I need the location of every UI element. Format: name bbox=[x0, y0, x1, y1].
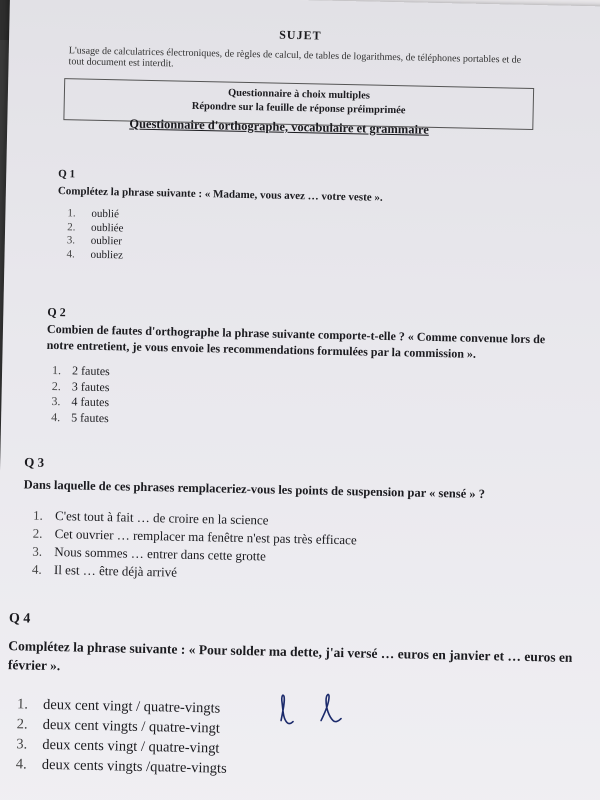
question-text: Dans laquelle de ces phrases remplaceriez-vous les points de suspension par « sensé » ? bbox=[23, 477, 486, 502]
options-list bbox=[16, 694, 228, 778]
box-line-1: Questionnaire à choix multiples bbox=[227, 87, 370, 102]
option-3[interactable]: 3. Nous sommes … entrer dans cette grotte bbox=[32, 543, 267, 564]
question-number: Q 4 bbox=[8, 611, 31, 627]
question-number: Q 1 bbox=[58, 168, 76, 181]
options-list bbox=[51, 363, 110, 426]
option-1[interactable]: 1. C'est tout à fait … de croire en la science bbox=[32, 507, 269, 528]
option-1[interactable]: 1. 2 fautes bbox=[51, 362, 110, 379]
option-1[interactable]: 1. deux cent vingt / quatre-vingts bbox=[16, 696, 221, 717]
question-text: Complétez la phrase suivante : « Pour solder ma dette, j'ai versé … euros en janvier et … euros en février ». bbox=[7, 638, 573, 674]
option-1[interactable]: 1. oublié bbox=[67, 207, 120, 221]
option-3[interactable]: 3. 4 fautes bbox=[51, 393, 110, 410]
question-number: Q 2 bbox=[47, 304, 66, 320]
option-2[interactable]: 2. deux cent vingts / quatre-vingt bbox=[16, 716, 221, 737]
option-4[interactable]: 4. oubliez bbox=[66, 247, 124, 261]
option-4[interactable]: 4. deux cents vingts /quatre-vingts bbox=[15, 756, 227, 777]
options-list bbox=[32, 507, 357, 586]
question-number: Q 3 bbox=[24, 454, 45, 470]
intro-text: L'usage de calculatrices électroniques, de règles de calcul, de tables de logarithmes, de téléphones portables et de tout document est interdit. bbox=[68, 45, 522, 70]
question-text: Complétez la phrase suivante : « Madame, vous avez … votre veste ». bbox=[57, 185, 383, 204]
option-2[interactable]: 2. Cet ouvrier … remplacer ma fenêtre n'est pas très efficace bbox=[32, 525, 357, 548]
question-text: Combien de fautes d'orthographe la phrase suivante comporte-t-elle ? « Comme convenue lors de notre entretient, je vous envoie les recommendations formulées par la commission ». bbox=[46, 321, 546, 361]
option-4[interactable]: 4. 5 fautes bbox=[51, 409, 109, 425]
option-2[interactable]: 2. oubliée bbox=[67, 220, 124, 234]
box-line-2: Répondre sur la feuille de réponse préimprimée bbox=[191, 100, 406, 117]
option-2[interactable]: 2. 3 fautes bbox=[51, 378, 110, 394]
option-3[interactable]: 3. deux cents vingt / quatre-vingt bbox=[16, 736, 220, 757]
handwritten-mark bbox=[275, 691, 355, 731]
option-3[interactable]: 3. oublier bbox=[66, 234, 123, 248]
page-title: SUJET bbox=[279, 27, 322, 43]
section-subtitle: Questionnaire d'orthographe, vocabulaire et grammaire bbox=[129, 116, 430, 137]
options-list bbox=[66, 207, 124, 262]
option-4[interactable]: 4. Il est … être déjà arrivé bbox=[31, 561, 178, 580]
